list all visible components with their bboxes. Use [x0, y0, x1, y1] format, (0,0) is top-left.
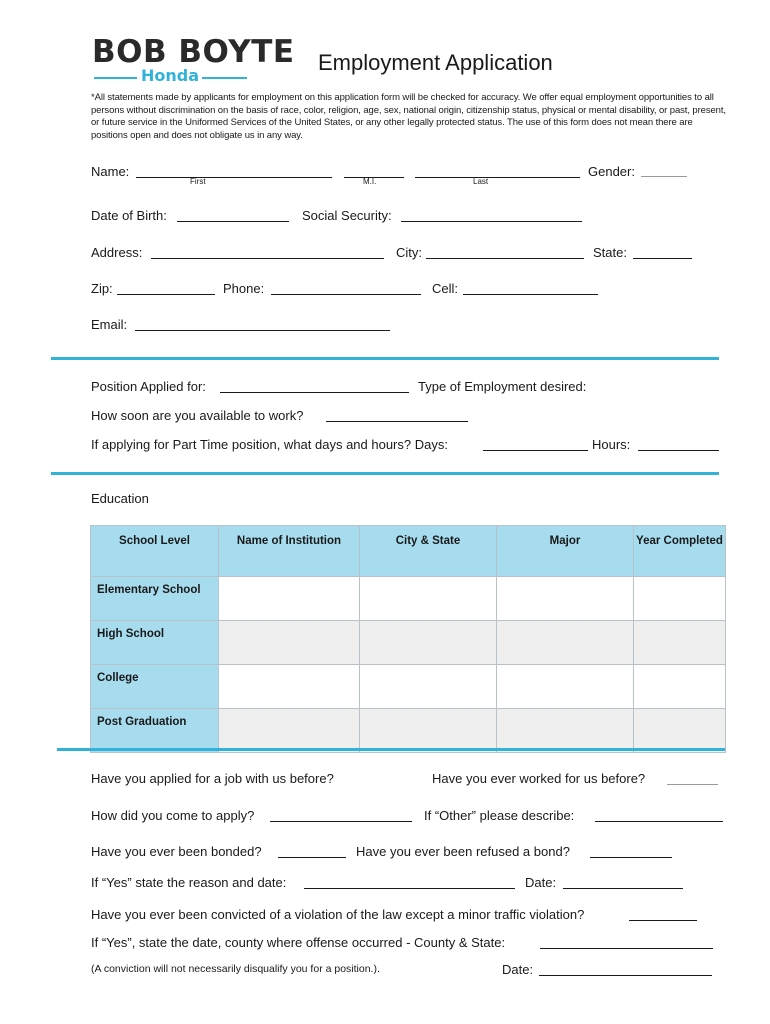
- table-cell[interactable]: [497, 577, 634, 621]
- table-cell[interactable]: [497, 665, 634, 709]
- table-cell[interactable]: [219, 665, 360, 709]
- last-name-field[interactable]: [415, 177, 580, 178]
- col-institution: Name of Institution: [219, 526, 360, 577]
- table-cell[interactable]: [360, 621, 497, 665]
- offense-county-label: If “Yes”, state the date, county where offense occurred - County & State:: [91, 935, 506, 950]
- row-college: College: [91, 665, 219, 709]
- table-cell[interactable]: [360, 577, 497, 621]
- bonded-label: Have you ever been bonded?: [91, 844, 262, 859]
- availability-field[interactable]: [326, 421, 468, 422]
- convicted-field[interactable]: [629, 920, 697, 921]
- col-city-state: City & State: [360, 526, 497, 577]
- table-cell[interactable]: [634, 577, 726, 621]
- applied-before-label: Have you applied for a job with us before?: [91, 771, 334, 786]
- reason-field[interactable]: [304, 888, 515, 889]
- phone-label: Phone:: [223, 281, 265, 296]
- name-label: Name:: [91, 164, 130, 179]
- address-label: Address:: [91, 245, 143, 260]
- table-cell[interactable]: [634, 709, 726, 753]
- hours-field[interactable]: [638, 450, 719, 451]
- table-cell[interactable]: [360, 709, 497, 753]
- table-cell[interactable]: [219, 621, 360, 665]
- availability-label: How soon are you available to work?: [91, 408, 304, 423]
- address-field[interactable]: [151, 258, 384, 259]
- gender-label: Gender:: [588, 164, 635, 179]
- table-cell[interactable]: [634, 621, 726, 665]
- dob-field[interactable]: [177, 221, 289, 222]
- logo-honda: Honda: [141, 66, 200, 85]
- table-cell[interactable]: [360, 665, 497, 709]
- cell-label: Cell:: [432, 281, 459, 296]
- phone-field[interactable]: [271, 294, 421, 295]
- position-label: Position Applied for:: [91, 379, 206, 394]
- row-post-graduation: Post Graduation: [91, 709, 219, 753]
- worked-before-label: Have you ever worked for us before?: [432, 771, 646, 786]
- disclaimer-text: *All statements made by applicants for employment on this application form will be checked for accuracy. We offer equal employment opportunities to all persons without discrimination on the basis of race, color, religion, age, sex, national origin, citizenship status, physical or mental disability, or past, present, or future service in the Uniformed Services of the United States, or any other legally protected status. The use of this form does not mean there are positions open and does not obligate us in any way.: [91, 92, 726, 141]
- bonded-field[interactable]: [278, 857, 346, 858]
- section-divider-3: [57, 748, 725, 751]
- table-cell[interactable]: [219, 709, 360, 753]
- col-major: Major: [497, 526, 634, 577]
- offense-county-field[interactable]: [540, 948, 713, 949]
- page-title: Employment Application: [318, 50, 553, 75]
- col-school-level: School Level: [91, 526, 219, 577]
- position-field[interactable]: [220, 392, 409, 393]
- col-year-completed: Year Completed: [634, 526, 726, 577]
- refused-bond-field[interactable]: [590, 857, 672, 858]
- table-cell[interactable]: [497, 709, 634, 753]
- logo-rule-right: [202, 77, 247, 79]
- ssn-field[interactable]: [401, 221, 582, 222]
- reason-date-field[interactable]: [563, 888, 683, 889]
- refused-bond-label: Have you ever been refused a bond?: [356, 844, 570, 859]
- conviction-note: (A conviction will not necessarily disqualify you for a position.).: [91, 963, 380, 975]
- education-table: [90, 525, 726, 753]
- conviction-date-field[interactable]: [539, 975, 712, 976]
- reason-date-sub-label: Date:: [525, 875, 557, 890]
- reason-date-label: If “Yes” state the reason and date:: [91, 875, 287, 890]
- section-divider-1: [51, 357, 719, 360]
- first-name-field[interactable]: [136, 177, 332, 178]
- worked-before-field[interactable]: [667, 784, 718, 785]
- zip-label: Zip:: [91, 281, 113, 296]
- how-apply-field[interactable]: [270, 821, 412, 822]
- row-high-school: High School: [91, 621, 219, 665]
- state-label: State:: [593, 245, 627, 260]
- part-time-days-field[interactable]: [483, 450, 588, 451]
- hours-label: Hours:: [592, 437, 631, 452]
- email-field[interactable]: [135, 330, 390, 331]
- zip-field[interactable]: [117, 294, 215, 295]
- table-cell[interactable]: [497, 621, 634, 665]
- other-describe-label: If “Other” please describe:: [424, 808, 575, 823]
- conviction-date-label: Date:: [502, 962, 534, 977]
- row-elementary: Elementary School: [91, 577, 219, 621]
- table-cell[interactable]: [219, 577, 360, 621]
- table-cell[interactable]: [634, 665, 726, 709]
- other-describe-field[interactable]: [595, 821, 723, 822]
- logo-rule-left: [94, 77, 137, 79]
- email-label: Email:: [91, 317, 128, 332]
- logo-wordmark: BOB BOYTE: [92, 34, 295, 70]
- section-divider-2: [51, 472, 719, 475]
- how-apply-label: How did you come to apply?: [91, 808, 255, 823]
- last-caption: Last: [473, 177, 489, 186]
- state-field[interactable]: [633, 258, 692, 259]
- cell-field[interactable]: [463, 294, 598, 295]
- first-caption: First: [190, 177, 206, 186]
- employment-type-label: Type of Employment desired:: [418, 379, 587, 394]
- city-label: City:: [396, 245, 422, 260]
- dob-label: Date of Birth:: [91, 208, 167, 223]
- city-field[interactable]: [426, 258, 584, 259]
- mi-caption: M.I.: [363, 177, 377, 186]
- gender-field[interactable]: [641, 176, 687, 177]
- part-time-days-label: If applying for Part Time position, what days and hours? Days:: [91, 437, 448, 452]
- education-heading: Education: [91, 491, 149, 506]
- convicted-label: Have you ever been convicted of a violation of the law except a minor traffic violation?: [91, 907, 585, 922]
- ssn-label: Social Security:: [302, 208, 392, 223]
